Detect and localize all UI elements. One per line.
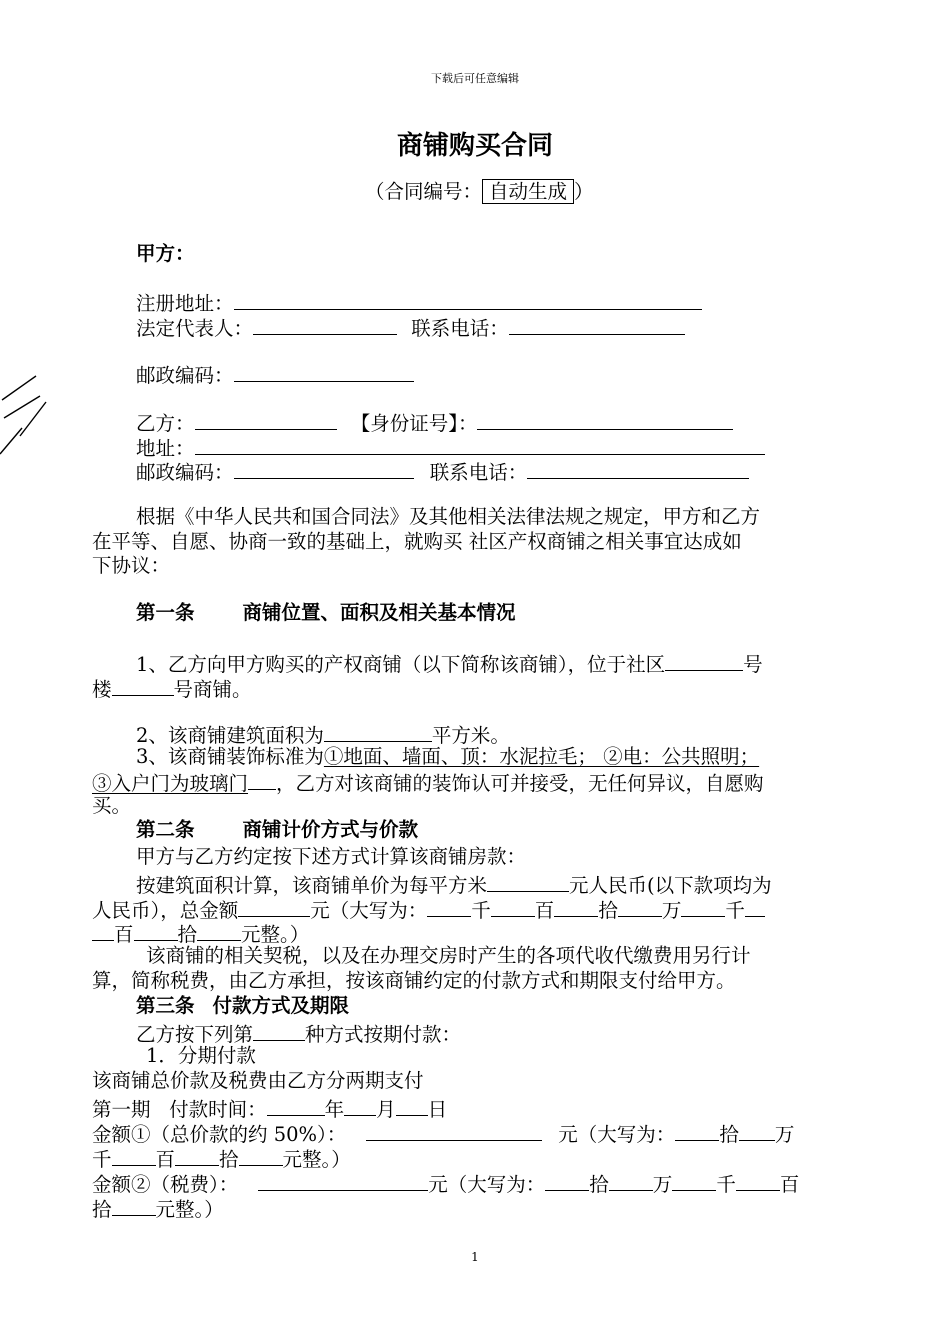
capital-shi-field[interactable]	[554, 895, 598, 917]
article-3-heading	[136, 994, 349, 1017]
party-b-id-label: 【身份证号】：	[350, 412, 478, 435]
period-1-day-field[interactable]	[396, 1094, 428, 1116]
article-1-p1	[136, 649, 763, 676]
party-b-row	[136, 408, 733, 435]
unit-qian-3: 千	[92, 1148, 112, 1171]
party-a-rep-row	[136, 313, 685, 340]
intro-line-3: 下协议：	[92, 554, 171, 577]
intro-line-2: 在平等、自愿、协商一致的基础上，就购买 社区产权商铺之相关事宜达成如	[92, 530, 742, 553]
amount-2-yuan-field[interactable]	[112, 1194, 156, 1216]
area-field[interactable]	[324, 720, 432, 742]
margin-marks	[0, 370, 60, 460]
unit-shi: 拾	[598, 899, 618, 922]
unit-qian: 千	[471, 899, 491, 922]
party-a-address-label: 注册地址：	[136, 292, 234, 315]
party-a-rep-label: 法定代表人：	[136, 317, 254, 340]
party-a-address-row	[136, 288, 702, 315]
article-2-number: 第二条	[136, 818, 195, 841]
unit-shi-3: 拾	[719, 1123, 739, 1146]
unit-shi-5: 拾	[589, 1173, 609, 1196]
article-3-p1	[136, 1019, 461, 1046]
article-1-p1-lou: 楼	[92, 678, 112, 701]
amount-2-label: 金额②（税费）：	[92, 1173, 239, 1196]
installment-desc: 该商铺总价款及税费由乙方分两期支付	[92, 1069, 424, 1092]
party-a-address-field[interactable]	[234, 288, 702, 310]
contract-number-field[interactable]: 自动生成	[482, 179, 574, 204]
unit-shi-6: 拾	[92, 1198, 112, 1221]
party-b-name-field[interactable]	[195, 408, 337, 430]
amount-1-shi2-field[interactable]	[175, 1144, 219, 1166]
day-unit: 日	[427, 1098, 448, 1121]
amount-2-bai-field[interactable]	[736, 1169, 780, 1191]
article-1-p3	[136, 745, 759, 768]
party-b-label: 乙方：	[136, 412, 195, 435]
amount-2-qian-field[interactable]	[672, 1169, 716, 1191]
building-number-field[interactable]	[112, 674, 174, 696]
community-number-field[interactable]	[665, 649, 743, 671]
article-3-number: 第三条	[136, 994, 195, 1017]
amount-1-label: 金额①（总价款的约 50%）：	[92, 1123, 347, 1146]
article-1-p2-text: 2、该商铺建筑面积为	[136, 724, 324, 747]
article-2-p3-cont: 算，简称税费，由乙方承担，按该商铺约定的付款方式和期限支付给甲方。	[92, 969, 736, 992]
decoration-standard-2: ③入户门为玻璃门	[92, 772, 249, 795]
capital-qian-field[interactable]	[427, 895, 471, 917]
article-2-p2-text: 按建筑面积计算，该商铺单价为每平方米	[136, 874, 488, 897]
payment-method-field[interactable]	[253, 1019, 305, 1041]
capital-shi2-field[interactable]	[134, 919, 178, 941]
unit-wan-3: 万	[774, 1123, 795, 1146]
period-1-month-field[interactable]	[344, 1094, 376, 1116]
capital-wan-field[interactable]	[618, 895, 662, 917]
party-a-rep-field[interactable]	[253, 313, 397, 335]
article-2-p2-cont	[92, 895, 765, 922]
unit-price-field[interactable]	[487, 870, 569, 892]
month-unit: 月	[376, 1098, 396, 1121]
period-1-row	[92, 1094, 447, 1121]
unit-bai: 百	[534, 899, 555, 922]
page-title: 商铺购买合同	[396, 131, 553, 161]
capital-bai2-field-b[interactable]	[92, 919, 114, 941]
decoration-standard-1: ①地面、墙面、顶：水泥拉毛； ②电：公共照明；	[323, 745, 760, 768]
article-2-title: 商铺计价方式与价款	[242, 818, 419, 841]
amount-2-wan-field[interactable]	[609, 1169, 653, 1191]
article-2-p2-currency: 元人民币(以下款项均为	[569, 874, 772, 897]
unit-bai-5: 百	[779, 1173, 800, 1196]
article-1-p3-accept: ，乙方对该商铺的装饰认可并接受，无任何异议，自愿购	[276, 772, 764, 795]
article-1-p1-cont	[92, 674, 252, 701]
article-1-p1-shop: 号商铺。	[173, 678, 252, 701]
amount-1-shi-field[interactable]	[675, 1119, 719, 1141]
article-3-p1-text: 乙方按下列第	[136, 1023, 254, 1046]
party-b-id-field[interactable]	[477, 408, 733, 430]
period-1-label: 第一期 付款时间：	[92, 1098, 267, 1121]
party-b-address-label: 地址：	[136, 437, 195, 460]
capital-bai2-field-a[interactable]	[745, 895, 765, 917]
article-1-p3-cont	[92, 769, 764, 795]
party-b-postcode-row	[136, 457, 749, 484]
total-amount-field[interactable]	[238, 895, 310, 917]
unit-shi-4: 拾	[219, 1148, 239, 1171]
amount-1-field[interactable]	[366, 1119, 542, 1141]
article-3-p1-end: 种方式按期付款：	[305, 1023, 462, 1046]
amount-1-row-cont	[92, 1144, 351, 1171]
article-1-heading	[136, 601, 516, 624]
article-2-total-label: 人民币），总金额	[92, 899, 239, 922]
unit-shi-2: 拾	[177, 923, 198, 946]
article-2-p3: 该商铺的相关契税，以及在办理交房时产生的各项代收代缴费用另行计	[146, 944, 751, 967]
amount-2-row	[92, 1169, 799, 1196]
amount-2-shi-field[interactable]	[545, 1169, 589, 1191]
party-a-heading: 甲方：	[136, 242, 195, 265]
party-a-postcode-row	[136, 360, 414, 387]
party-b-postcode-label: 邮政编码：	[136, 461, 234, 484]
unit-wan-5: 万	[652, 1173, 673, 1196]
unit-yuan-5: 元整。）	[155, 1198, 224, 1221]
party-b-phone-label: 联系电话：	[429, 461, 528, 484]
party-a-postcode-field[interactable]	[234, 360, 414, 382]
unit-yuan: 元整。）	[241, 923, 310, 946]
article-3-title: 付款方式及期限	[212, 994, 350, 1017]
party-b-address-field[interactable]	[195, 433, 765, 455]
year-unit: 年	[324, 1098, 345, 1121]
article-2-heading	[136, 818, 418, 841]
capital-qian2-field[interactable]	[681, 895, 725, 917]
article-1-p2	[136, 720, 510, 747]
intro-line-1: 根据《中华人民共和国合同法》及其他相关法律法规之规定，甲方和乙方	[136, 505, 761, 528]
article-2-p1: 甲方与乙方约定按下述方式计算该商铺房款：	[136, 845, 527, 868]
party-a-postcode-label: 邮政编码：	[136, 364, 234, 387]
amount-1-capital-label: 元（大写为：	[558, 1123, 676, 1146]
contract-number-suffix: ）	[574, 180, 594, 203]
unit-bai-2: 百	[114, 923, 134, 946]
article-1-p1-text: 1、乙方向甲方购买的产权商铺（以下简称该商铺），位于社区	[136, 653, 666, 676]
party-b-phone-field[interactable]	[527, 457, 749, 479]
unit-yuan-3: 元整。）	[282, 1148, 351, 1171]
article-1-p3-text: 3、该商铺装饰标准为	[136, 745, 324, 768]
article-1-p1-hao: 号	[743, 653, 763, 676]
article-1-p3-end: 买。	[92, 794, 132, 817]
installment-heading: 1．分期付款	[146, 1044, 256, 1067]
amount-1-yuan-field[interactable]	[239, 1144, 283, 1166]
unit-wan: 万	[661, 899, 682, 922]
contract-number	[365, 180, 594, 203]
amount-2-capital-label: 元（大写为：	[428, 1173, 546, 1196]
party-a-phone-label: 联系电话：	[411, 317, 509, 340]
amount-2-row-cont	[92, 1194, 224, 1221]
unit-qian-5: 千	[716, 1173, 736, 1196]
party-b-postcode-field[interactable]	[234, 457, 414, 479]
article-2-p2	[136, 870, 772, 897]
page-header: 下载后可任意编辑	[431, 72, 519, 85]
capital-bai-field[interactable]	[491, 895, 535, 917]
amount-1-wan-field[interactable]	[739, 1119, 775, 1141]
unit-bai-3: 百	[155, 1148, 176, 1171]
contract-number-label: （合同编号：	[365, 180, 483, 203]
article-2-p2-end	[92, 919, 309, 946]
article-1-title: 商铺位置、面积及相关基本情况	[242, 601, 516, 624]
amount-1-bai-field[interactable]	[112, 1144, 156, 1166]
party-b-address-row	[136, 433, 765, 460]
amount-2-field[interactable]	[258, 1169, 428, 1191]
amount-1-row	[92, 1119, 794, 1146]
capital-yuan-field[interactable]	[197, 919, 241, 941]
period-1-year-field[interactable]	[267, 1094, 325, 1116]
article-2-capital-label: 元（大写为：	[310, 899, 428, 922]
unit-qian-2: 千	[725, 899, 745, 922]
article-1-p2-unit: 平方米。	[431, 724, 510, 747]
page-number: 1	[471, 1250, 479, 1264]
party-a-phone-field[interactable]	[509, 313, 685, 335]
article-1-number: 第一条	[136, 601, 195, 624]
